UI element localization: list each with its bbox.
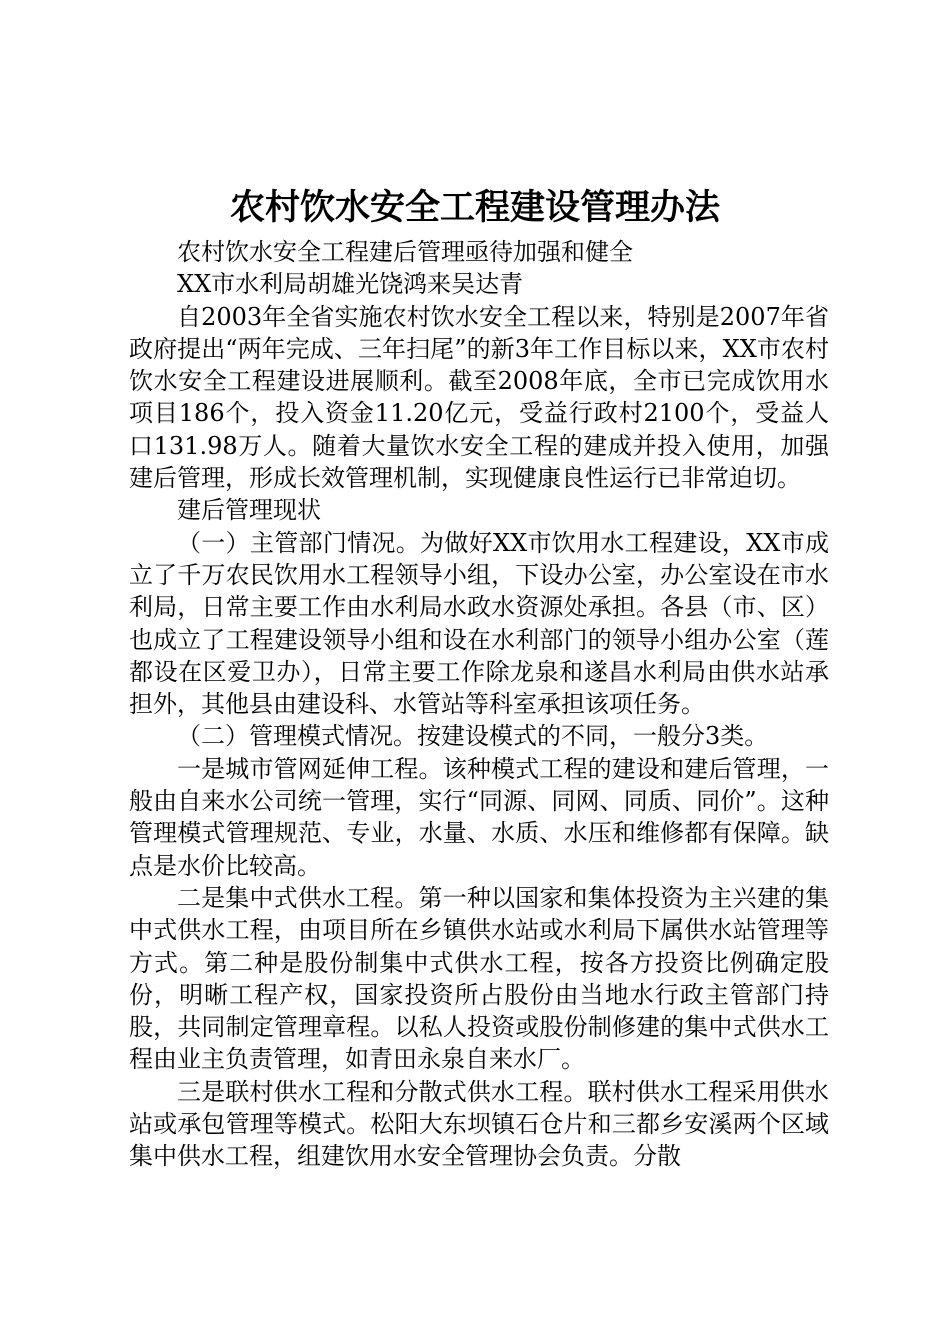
document-body	[129, 236, 829, 1173]
body-paragraph: 自2003年全省实施农村饮水安全工程以来，特别是2007年省政府提出“两年完成、三年扫尾”的新3年工作目标以来，XX市农村饮水安全工程建设进展顺利。截至2008年底，全市已完成饮用水项目186个，投入资金11.20亿元，受益行政村2100个，受益人口131.98万人。随着大量饮水安全工程的建成并投入使用，加强建后管理，形成长效管理机制，实现健康良性运行已非常迫切。	[129, 302, 829, 493]
subtitle-paragraph: 农村饮水安全工程建后管理亟待加强和健全	[177, 238, 633, 266]
document-title: 农村饮水安全工程建设管理办法	[229, 187, 720, 228]
section-heading: 建后管理现状	[177, 496, 321, 525]
body-paragraph: 二是集中式供水工程。第一种以国家和集体投资为主兴建的集中式供水工程，由项目所在乡镇供水站或水利局下属供水站管理等方式。第二种是股份制集中式供水工程，按各方投资比例确定股份，明晰工程产权，国家投资所占股份由当地水行政主管部门持股，共同制定管理章程。以私人投资或股份制修建的集中式供水工程由业主负责管理，如青田永泉自来水厂。	[129, 883, 829, 1074]
body-paragraph: （二）管理模式情况。按建设模式的不同，一般分3类。	[177, 722, 769, 751]
body-paragraph: 三是联村供水工程和分散式供水工程。联村供水工程采用供水站或承包管理等模式。松阳大东坝镇石仓片和三都乡安溪两个区域集中供水工程，组建饮用水安全管理协会负责。分散	[129, 1077, 829, 1171]
author-line: XX市水利局胡雄光饶鸿来吴达青	[177, 270, 524, 299]
body-paragraph: （一）主管部门情况。为做好XX市饮用水工程建设，XX市成立了千万农民饮用水工程领导小组，下设办公室，办公室设在市水利局，日常主要工作由水利局水政水资源处承担。各县（市、区）也成立了工程建设领导小组和设在水利部门的领导小组办公室（莲都设在区爱卫办），日常主要工作除龙泉和遂昌水利局由供水站承担外，其他县由建设科、水管站等科室承担该项任务。	[129, 528, 829, 719]
body-paragraph: 一是城市管网延伸工程。该种模式工程的建设和建后管理，一般由自来水公司统一管理，实行“同源、同网、同质、同价”。这种管理模式管理规范、专业，水量、水质、水压和维修都有保障。缺点是水价比较高。	[129, 754, 829, 880]
